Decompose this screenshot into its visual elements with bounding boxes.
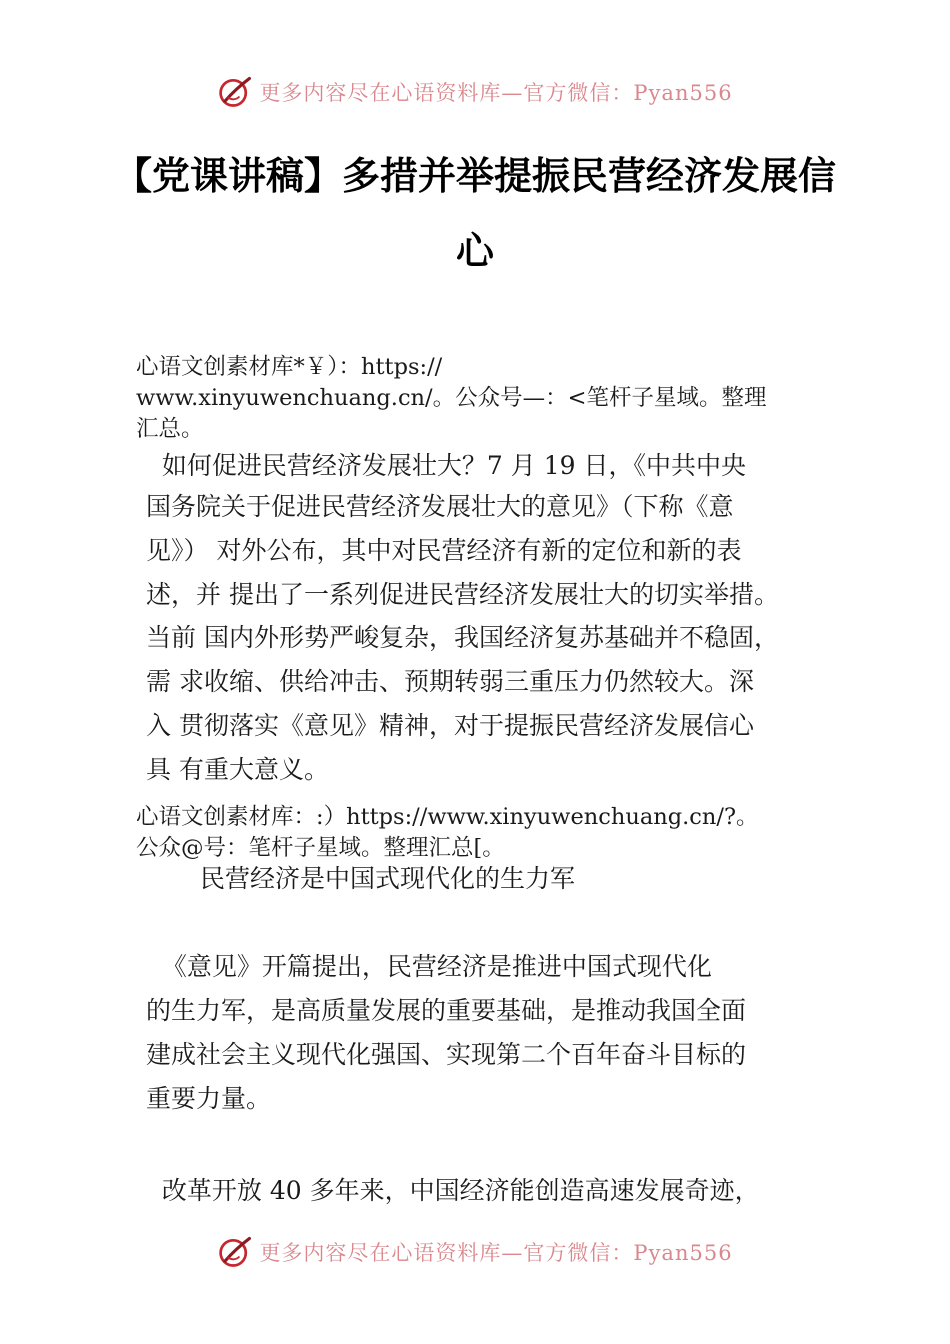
paragraph-1-line: 如何促进民营经济发展壮大？7 月 19 日，《中共中央 bbox=[146, 451, 746, 480]
paragraph-1-line: 述，并 提出了一系列促进民营经济发展壮大的切实举措。 bbox=[146, 580, 779, 609]
paragraph-1-line: 入 贯彻落实《意见》精神，对于提振民营经济发展信心 bbox=[146, 711, 754, 740]
source-note-2-line-1: 心语文创素材库：:）https://www.xinyuwenchuang.cn/?。 bbox=[136, 804, 759, 830]
header-banner bbox=[0, 72, 950, 112]
paragraph-2-line: 建成社会主义现代化强国、实现第二个百年奋斗目标的 bbox=[146, 1040, 747, 1069]
source-note-1-line-1: 心语文创素材库*￥）：https:// bbox=[136, 354, 443, 380]
source-note-1-line-3: 汇总。 bbox=[136, 416, 204, 442]
footer-banner bbox=[0, 1232, 950, 1272]
source-note-1-line-2: www.xinyuwenchuang.cn/。公众号—：<笔杆子星域。整理 bbox=[136, 385, 767, 411]
paragraph-1-line: 当前 国内外形势严峻复杂，我国经济复苏基础并不稳固， bbox=[146, 623, 779, 652]
paragraph-2-line: 的生力军，是高质量发展的重要基础，是推动我国全面 bbox=[146, 996, 747, 1025]
brush-logo-icon bbox=[217, 74, 253, 110]
paragraph-3-line: 改革开放 40 多年来，中国经济能创造高速发展奇迹， bbox=[146, 1176, 760, 1205]
paragraph-2-line: 《意见》开篇提出，民营经济是推进中国式现代化 bbox=[146, 952, 712, 981]
footer-banner-text: 更多内容尽在心语资料库—官方微信：Pyan556 bbox=[259, 1241, 733, 1265]
paragraph-1-line: 需 求收缩、供给冲击、预期转弱三重压力仍然较大。深 bbox=[146, 667, 754, 696]
paragraph-2-line: 重要力量。 bbox=[146, 1084, 272, 1113]
paragraph-1-line: 国务院关于促进民营经济发展壮大的意见》（下称《意 bbox=[146, 492, 734, 521]
paragraph-1-line: 见》） 对外公布，其中对民营经济有新的定位和新的表 bbox=[146, 536, 742, 565]
section-heading: 民营经济是中国式现代化的生力军 bbox=[200, 864, 576, 893]
document-title-line-1: 【党课讲稿】多措并举提振民营经济发展信 bbox=[113, 154, 836, 198]
document-title-line-2: 心 bbox=[455, 229, 494, 273]
source-note-2-line-2: 公众@号：笔杆子星域。整理汇总[。 bbox=[136, 835, 505, 861]
brush-logo-icon bbox=[217, 1234, 253, 1270]
paragraph-1-line: 具 有重大意义。 bbox=[146, 755, 329, 784]
header-banner-text: 更多内容尽在心语资料库—官方微信：Pyan556 bbox=[259, 81, 733, 105]
